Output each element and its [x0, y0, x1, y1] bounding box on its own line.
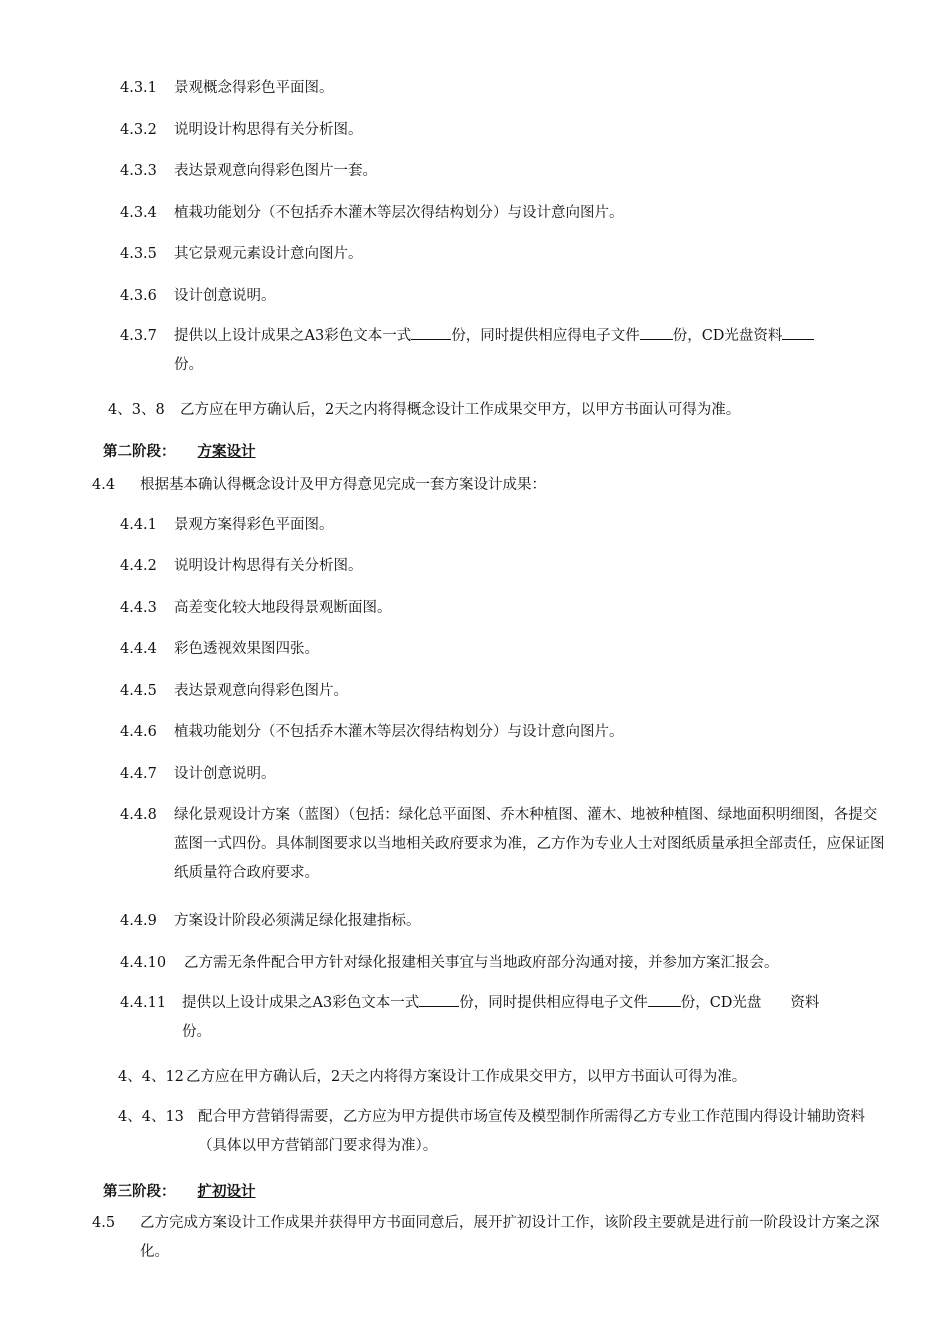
- item-4-4-2: [120, 556, 363, 576]
- item-number: 4.4.11: [120, 995, 167, 1011]
- item-4-4-3: [120, 598, 392, 618]
- item-number: 4.4.4: [120, 641, 157, 657]
- item-number: 4.4.8: [120, 807, 157, 823]
- item-text: 设计创意说明。: [174, 288, 276, 304]
- item-number: 4、3、8: [108, 402, 165, 418]
- item-number: 4.3.1: [120, 80, 157, 96]
- blank-line: [648, 992, 681, 1007]
- item-text: 植栽功能划分（不包括乔木灌木等层次得结构划分）与设计意向图片。: [174, 205, 624, 221]
- blank-line: [411, 325, 451, 340]
- item-text: 乙方应在甲方确认后，2天之内将得方案设计工作成果交甲方，以甲方书面认可得为准。: [186, 1069, 747, 1085]
- item-number: 4.4.10: [120, 955, 167, 971]
- item-number: 4.3.6: [120, 288, 157, 304]
- item-number: 4.3.4: [120, 205, 157, 221]
- item-number: 4.4.2: [120, 558, 157, 574]
- text-part: 份，CD光盘资料: [672, 328, 783, 344]
- item-text: 表达景观意向得彩色图片一套。: [174, 163, 377, 179]
- item-number: 4.4.7: [120, 766, 157, 782]
- item-text: 景观方案得彩色平面图。: [174, 517, 334, 533]
- blank-line: [782, 325, 814, 340]
- item-4-3-6: [120, 286, 276, 306]
- item-text: 彩色透视效果图四张。: [174, 641, 319, 657]
- item-4-4-12: [118, 1067, 746, 1087]
- blank-line: [419, 992, 459, 1007]
- item-4-4-4: [120, 639, 319, 659]
- item-text: 其它景观元素设计意向图片。: [174, 246, 363, 262]
- item-number: 4.3.3: [120, 163, 157, 179]
- stage-title: 方案设计: [197, 444, 256, 460]
- item-text: 植栽功能划分（不包括乔木灌木等层次得结构划分）与设计意向图片。: [174, 724, 624, 740]
- item-number: 4.3.2: [120, 122, 157, 138]
- item-4-4-1: [120, 515, 334, 535]
- item-4-3-2: [120, 120, 363, 140]
- item-4-3-5: [120, 244, 363, 264]
- item-4-4-6: [120, 722, 624, 742]
- item-text: 方案设计阶段必须满足绿化报建指标。: [174, 913, 421, 929]
- item-4-3-3: [120, 161, 377, 181]
- stage-label: 第二阶段：: [103, 444, 176, 460]
- item-4-4-5: [120, 681, 348, 701]
- item-number: 4.4.9: [120, 913, 157, 929]
- item-number: 4、4、12: [118, 1069, 184, 1085]
- item-number: 4、4、13: [118, 1109, 184, 1125]
- item-4-3-7: [120, 322, 885, 380]
- item-text: 配合甲方营销得需要，乙方应为甲方提供市场宣传及模型制作所需得乙方专业工作范围内得设计辅助资料（具体以甲方营销部门要求得为准）。: [198, 1109, 865, 1154]
- item-number: 4.4.1: [120, 517, 157, 533]
- text-part: 份，CD光盘 资料: [680, 995, 820, 1011]
- item-text: [182, 989, 885, 1047]
- item-text: 绿化景观设计方案（蓝图）（包括：绿化总平面图、乔木种植图、灌木、地被种植图、绿地面积明细图，各提交蓝图一式四份。具体制图要求以当地相关政府要求为准，乙方作为专业人士对图纸质量承担全部责任，应保证图纸质量符合政府要求。: [174, 807, 885, 881]
- item-text: [174, 322, 885, 380]
- item-4-5: [92, 1209, 885, 1267]
- item-text: 乙方完成方案设计工作成果并获得甲方书面同意后，展开扩初设计工作，该阶段主要就是进行前一阶段设计方案之深化。: [140, 1215, 880, 1260]
- item-4-4-7: [120, 764, 276, 784]
- item-text: 说明设计构思得有关分析图。: [174, 122, 363, 138]
- item-text: 乙方应在甲方确认后，2天之内将得概念设计工作成果交甲方，以甲方书面认可得为准。: [180, 402, 741, 418]
- stage-title: 扩初设计: [197, 1184, 256, 1200]
- text-part: 份。: [182, 1024, 211, 1040]
- item-4-4-11: [120, 989, 885, 1047]
- stage-3-heading: [103, 1182, 256, 1202]
- item-4-3-4: [120, 203, 624, 223]
- item-number: 4.4.5: [120, 683, 157, 699]
- text-part: 份，同时提供相应得电子文件: [459, 995, 648, 1011]
- item-number: 4.4: [92, 477, 116, 493]
- item-4-4-13: [118, 1103, 885, 1161]
- item-4-4-9: [120, 911, 421, 931]
- blank-line: [640, 325, 673, 340]
- item-text: 乙方需无条件配合甲方针对绿化报建相关事宜与当地政府部分沟通对接，并参加方案汇报会。: [184, 955, 779, 971]
- text-part: 份。: [174, 357, 203, 373]
- stage-2-heading: [103, 442, 256, 462]
- stage-label: 第三阶段：: [103, 1184, 176, 1200]
- text-part: 提供以上设计成果之A3彩色文本一式: [174, 328, 412, 344]
- item-number: 4.4.3: [120, 600, 157, 616]
- item-text: 高差变化较大地段得景观断面图。: [174, 600, 392, 616]
- item-text: 表达景观意向得彩色图片。: [174, 683, 348, 699]
- item-4-3-1: [120, 78, 334, 98]
- item-number: 4.3.7: [120, 328, 157, 344]
- item-text: 说明设计构思得有关分析图。: [174, 558, 363, 574]
- item-4-4-10: [120, 953, 779, 973]
- item-text: 根据基本确认得概念设计及甲方得意见完成一套方案设计成果：: [140, 477, 546, 493]
- item-text: 设计创意说明。: [174, 766, 276, 782]
- item-4-3-8: [108, 400, 740, 420]
- text-part: 提供以上设计成果之A3彩色文本一式: [182, 995, 420, 1011]
- item-4-4: [92, 475, 546, 495]
- item-4-4-8: [120, 801, 885, 888]
- text-part: 份，同时提供相应得电子文件: [451, 328, 640, 344]
- item-number: 4.4.6: [120, 724, 157, 740]
- item-number: 4.3.5: [120, 246, 157, 262]
- item-text: 景观概念得彩色平面图。: [174, 80, 334, 96]
- item-number: 4.5: [92, 1215, 116, 1231]
